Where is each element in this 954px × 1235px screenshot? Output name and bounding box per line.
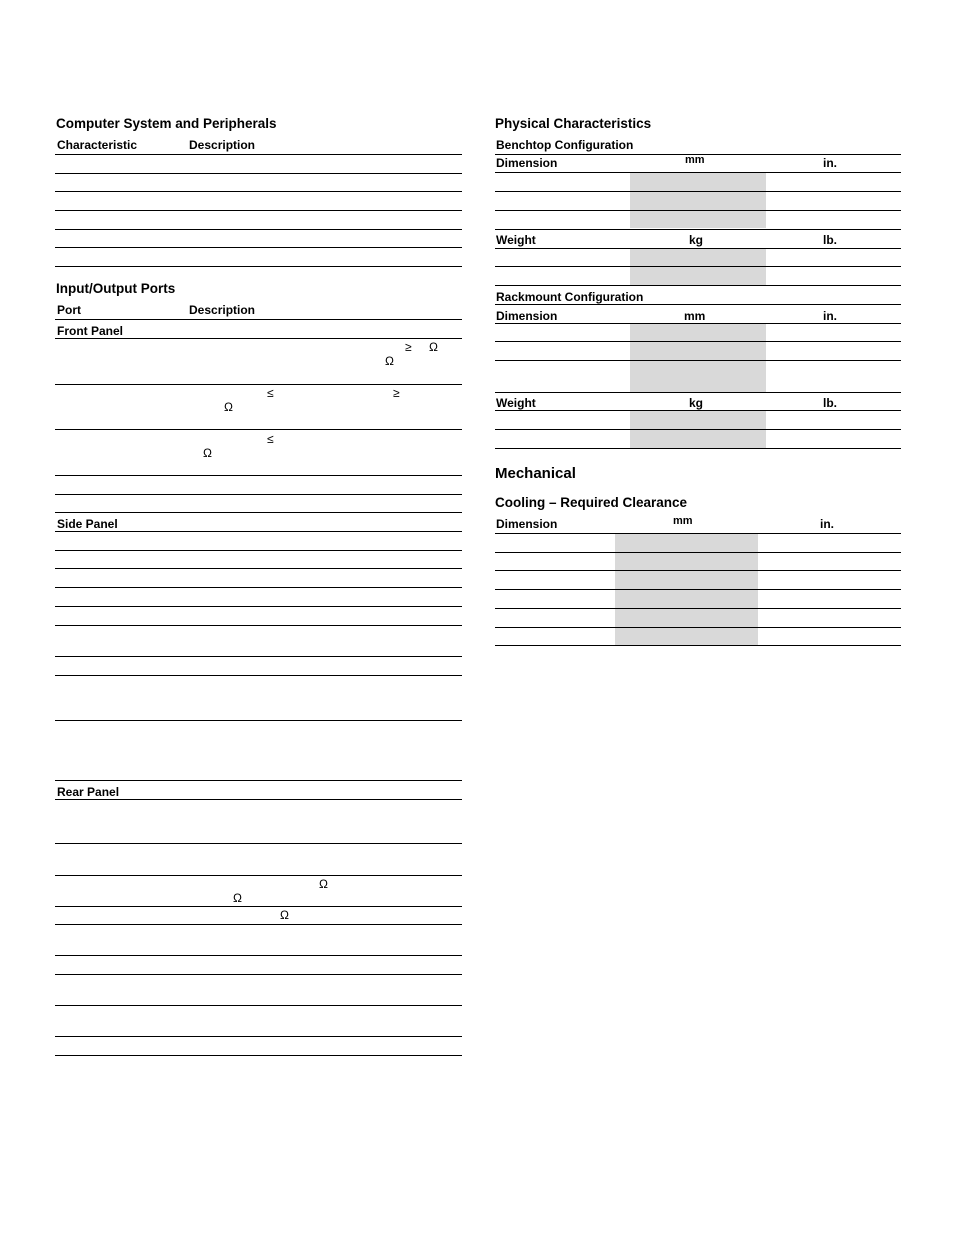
table-rule [495, 341, 901, 342]
subheader-side-panel: Side Panel [57, 517, 118, 531]
table-rule [55, 429, 462, 430]
table-rule [55, 191, 462, 192]
col-header-in: in. [820, 517, 834, 531]
section-title-io-ports: Input/Output Ports [56, 281, 176, 296]
col-header-weight: Weight [496, 396, 536, 410]
table-rule [495, 360, 901, 361]
col-header-mm: mm [684, 309, 706, 323]
table-rule [55, 568, 462, 569]
subheader-cooling-clearance: Cooling – Required Clearance [495, 495, 688, 510]
symbol-omega: Ω [319, 877, 328, 891]
table-rule [55, 720, 462, 721]
table-rule [495, 429, 901, 430]
table-rule [55, 924, 462, 925]
col-header-dimension: Dimension [496, 156, 558, 170]
table-rule [55, 229, 462, 230]
table-rule [55, 550, 462, 551]
table-rule [495, 570, 901, 571]
symbol-omega: Ω [385, 354, 394, 368]
table-rule [55, 799, 462, 800]
section-title-computer-system: Computer System and Peripherals [56, 116, 277, 131]
section-title-physical: Physical Characteristics [495, 116, 652, 131]
subheader-rear-panel: Rear Panel [57, 785, 120, 799]
symbol-omega: Ω [429, 340, 438, 354]
table-rule [55, 875, 462, 876]
table-rule [55, 475, 462, 476]
table-rule [495, 448, 901, 449]
subheader-front-panel: Front Panel [57, 324, 124, 338]
table-rule [55, 656, 462, 657]
col-header-in: in. [823, 156, 837, 170]
table-rule [495, 645, 901, 646]
symbol-omega: Ω [224, 400, 233, 414]
col-header-kg: kg [689, 396, 704, 410]
table-rule [55, 780, 462, 781]
table-rule [55, 843, 462, 844]
table-rule [55, 154, 462, 155]
section-title-mechanical: Mechanical [495, 465, 576, 482]
symbol-le: ≤ [267, 386, 274, 400]
symbol-ge: ≥ [393, 386, 400, 400]
col-header-characteristic: Characteristic [57, 138, 138, 152]
table-rule [55, 173, 462, 174]
table-rule [55, 338, 462, 339]
table-rule [55, 906, 462, 907]
mm-column-shade [630, 324, 766, 392]
col-header-mm: mm [673, 515, 693, 527]
table-rule [55, 955, 462, 956]
table-rule [495, 285, 901, 286]
col-header-dimension: Dimension [496, 517, 558, 531]
col-header-mm: mm [685, 154, 705, 166]
symbol-le: ≤ [267, 432, 274, 446]
table-rule [495, 392, 901, 393]
col-header-in: in. [823, 309, 837, 323]
subheader-rackmount: Rackmount Configuration [496, 290, 644, 304]
table-rule [495, 552, 901, 553]
table-rule [55, 606, 462, 607]
table-rule [495, 627, 901, 628]
table-rule [55, 494, 462, 495]
table-rule [55, 675, 462, 676]
table-rule [55, 625, 462, 626]
table-rule [495, 229, 901, 230]
col-header-description: Description [189, 138, 256, 152]
col-header-lb: lb. [823, 233, 837, 247]
table-rule [55, 974, 462, 975]
table-rule [495, 608, 901, 609]
table-rule [55, 531, 462, 532]
col-header-lb: lb. [823, 396, 837, 410]
col-header-description: Description [189, 303, 256, 317]
table-rule [495, 589, 901, 590]
table-rule [55, 1005, 462, 1006]
table-rule [55, 512, 462, 513]
symbol-omega: Ω [203, 446, 212, 460]
table-rule [55, 247, 462, 248]
table-rule [55, 210, 462, 211]
symbol-ge: ≥ [405, 340, 412, 354]
col-header-port: Port [57, 303, 81, 317]
mm-column-shade [630, 173, 766, 228]
col-header-kg: kg [689, 233, 704, 247]
table-rule [495, 210, 901, 211]
col-header-weight: Weight [496, 233, 536, 247]
symbol-omega: Ω [280, 908, 289, 922]
subheader-benchtop: Benchtop Configuration [496, 138, 634, 152]
table-rule [55, 587, 462, 588]
table-rule [55, 319, 462, 320]
table-rule [495, 191, 901, 192]
col-header-dimension: Dimension [496, 309, 558, 323]
table-rule [55, 1036, 462, 1037]
symbol-omega: Ω [233, 891, 242, 905]
table-rule [495, 266, 901, 267]
table-rule [55, 1055, 462, 1056]
table-rule [55, 384, 462, 385]
kg-column-shade [630, 249, 766, 285]
table-rule [55, 266, 462, 267]
table-rule [495, 304, 901, 305]
